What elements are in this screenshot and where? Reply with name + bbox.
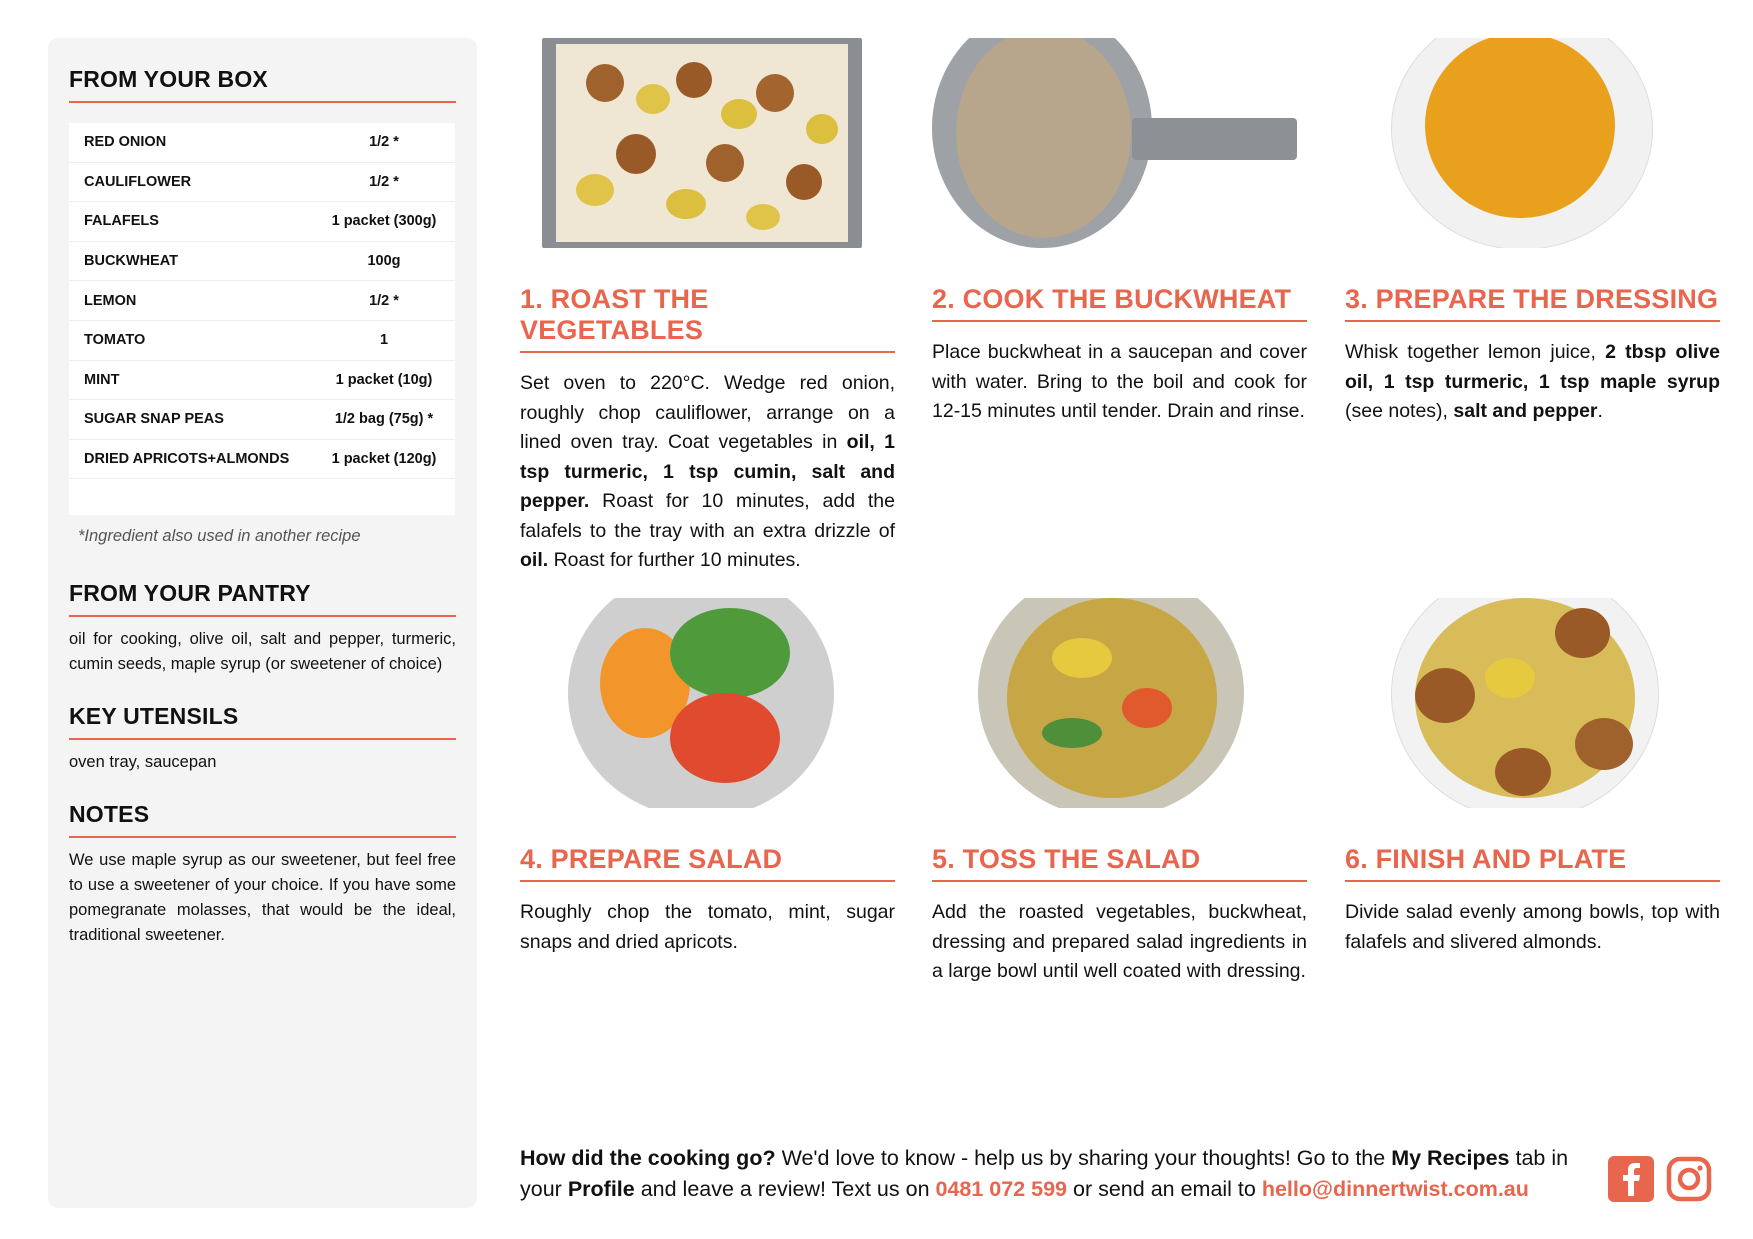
pantry-text: oil for cooking, olive oil, salt and pepper, turmeric, cumin seeds, maple syrup (or sweetener of choice) (69, 630, 456, 674)
ingredient-quantity: 1 (379, 332, 389, 349)
ingredient-row (69, 202, 455, 242)
ingredients-sidebar (48, 38, 477, 1208)
notes-heading: NOTES (69, 801, 456, 838)
footer-text-run: How did the cooking go? (520, 1146, 776, 1170)
footer-text-run: My Recipes (1391, 1146, 1510, 1170)
feedback-footer (520, 1143, 1590, 1205)
footer-text-run: or send an email to (1067, 1177, 1262, 1201)
ingredient-footnote: *Ingredient also used in another recipe (78, 527, 361, 546)
ingredient-name: TOMATO (84, 332, 146, 349)
footer-text-run: and leave a review! Text us on (634, 1177, 936, 1201)
instagram-icon[interactable] (1666, 1156, 1712, 1202)
step-5-title: 5. TOSS THE SALAD (932, 844, 1307, 882)
step-2-title: 2. COOK THE BUCKWHEAT (932, 284, 1307, 322)
ingredient-row (69, 123, 455, 163)
ingredient-quantity: 100g (367, 253, 401, 270)
step-text-run: Roast for 10 minutes, add the falafels to the tray with an extra drizzle of (520, 490, 895, 542)
step-text-run: oil. (520, 549, 549, 571)
contact-link[interactable]: 0481 072 599 (935, 1177, 1068, 1201)
ingredient-name: SUGAR SNAP PEAS (84, 411, 224, 428)
step-5-text (932, 898, 1307, 987)
step-1-photo (520, 38, 895, 248)
ingredient-row (69, 281, 455, 321)
step-6-title: 6. FINISH AND PLATE (1345, 844, 1720, 882)
step-5-photo (932, 598, 1307, 808)
footer-text-run: Profile (567, 1177, 635, 1201)
step-5 (932, 598, 1307, 987)
key-utensils-heading: KEY UTENSILS (69, 703, 456, 740)
step-text-run: Add the roasted vegetables, buckwheat, dressing and prepared salad ingredients in a large bowl until well coated with dressing. (932, 901, 1307, 982)
ingredient-quantity: 1/2 * (369, 173, 399, 190)
step-text-run: oil, 1 tsp turmeric, 1 tsp cumin, salt and pepper. (520, 431, 895, 512)
step-3-photo (1345, 38, 1720, 248)
ingredient-name: BUCKWHEAT (84, 253, 178, 270)
ingredient-quantity: 1 packet (300g) (331, 213, 437, 230)
ingredient-name: RED ONION (84, 134, 167, 151)
ingredient-quantity: 1/2 * (369, 134, 399, 151)
ingredient-name: CAULIFLOWER (84, 173, 192, 190)
step-3-text (1345, 338, 1720, 427)
ingredients-table-spacer (69, 479, 455, 515)
step-3 (1345, 38, 1720, 427)
ingredient-row (69, 242, 455, 282)
footer-text-run: We'd love to know - help us by sharing your thoughts! Go to the (775, 1146, 1392, 1170)
facebook-icon[interactable] (1608, 1156, 1654, 1202)
utensils-text: oven tray, saucepan (69, 753, 217, 772)
step-text-run: Whisk together lemon juice, (1345, 341, 1606, 363)
step-4-text (520, 898, 895, 957)
notes-text: We use maple syrup as our sweetener, but feel free to use a sweetener of your choice. If you have some pomegranate molasses, that would be the ideal, traditional sweetener. (69, 851, 456, 945)
step-6 (1345, 598, 1720, 957)
step-4-photo (520, 598, 895, 808)
footer-text-run: tab in your (520, 1146, 1569, 1201)
step-4 (520, 598, 895, 957)
step-1-title: 1. ROAST THE VEGETABLES (520, 284, 895, 353)
step-text-run: . (1597, 400, 1603, 422)
ingredient-row (69, 440, 455, 480)
ingredient-row (69, 361, 455, 401)
step-text-run: (see notes), (1345, 400, 1454, 422)
ingredient-name: DRIED APRICOTS+ALMONDS (84, 451, 290, 468)
step-text-run: 2 tbsp olive oil, 1 tsp turmeric, 1 tsp maple syrup (1345, 341, 1720, 393)
ingredient-name: LEMON (84, 292, 137, 309)
from-your-box-heading: FROM YOUR BOX (69, 66, 456, 103)
step-1-text (520, 369, 895, 576)
step-text-run: Set oven to 220°C. Wedge red onion, roughly chop cauliflower, arrange on a lined oven tray. Coat vegetables in (520, 372, 895, 453)
ingredient-row (69, 163, 455, 203)
from-your-pantry-heading: FROM YOUR PANTRY (69, 580, 456, 617)
step-3-title: 3. PREPARE THE DRESSING (1345, 284, 1720, 322)
ingredient-quantity: 1/2 bag (75g) * (334, 411, 434, 428)
step-2 (932, 38, 1307, 427)
ingredient-name: MINT (84, 371, 120, 388)
ingredient-name: FALAFELS (84, 213, 159, 230)
ingredient-quantity: 1 packet (120g) (331, 451, 437, 468)
step-2-photo (932, 38, 1307, 248)
contact-link[interactable]: hello@dinnertwist.com.au (1261, 1177, 1529, 1201)
step-text-run: Roast for further 10 minutes. (548, 549, 801, 571)
step-text-run: Divide salad evenly among bowls, top with falafels and slivered almonds. (1345, 901, 1720, 953)
ingredient-quantity: 1/2 * (369, 292, 399, 309)
oven-tray-image (542, 38, 862, 248)
step-2-text (932, 338, 1307, 427)
step-4-title: 4. PREPARE SALAD (520, 844, 895, 882)
step-6-text (1345, 898, 1720, 957)
ingredient-row (69, 321, 455, 361)
ingredient-quantity: 1 packet (10g) (335, 371, 433, 388)
step-1 (520, 38, 895, 576)
step-text-run: Roughly chop the tomato, mint, sugar snaps and dried apricots. (520, 901, 895, 953)
step-text-run: Place buckwheat in a saucepan and cover with water. Bring to the boil and cook for 12-15 minutes until tender. Drain and rinse. (932, 341, 1307, 422)
ingredients-table (69, 123, 455, 515)
step-6-photo (1345, 598, 1720, 808)
step-text-run: salt and pepper (1453, 400, 1598, 422)
ingredient-row (69, 400, 455, 440)
